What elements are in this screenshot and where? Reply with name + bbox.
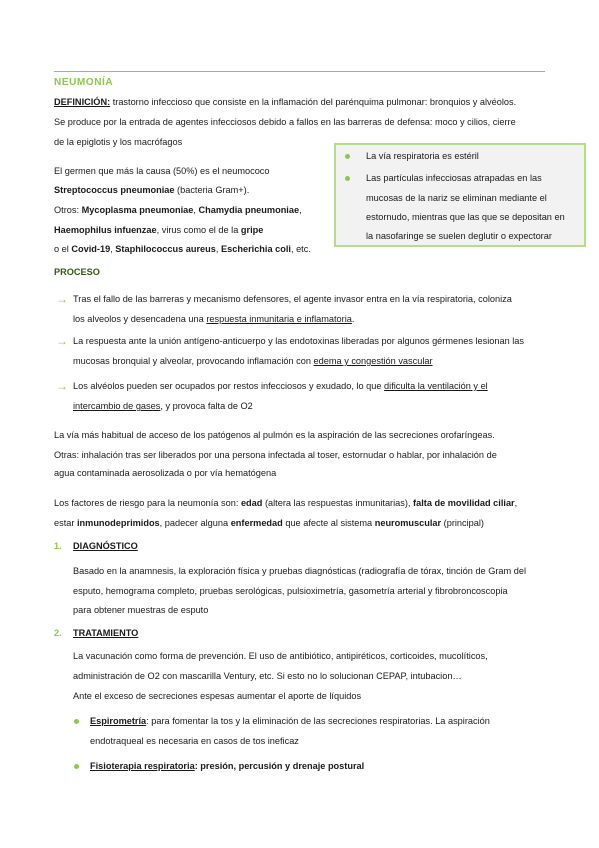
riesgo-factor: inmunodeprimidos (76, 518, 160, 528)
riesgo-factor: edad (240, 498, 263, 508)
proceso-text: los alveolos y desencadena una (73, 314, 207, 324)
definition-line-2: Se produce por la entrada de agentes infecciosos debido a fallos en las barreras de defensa: moco y cilios, cierre (54, 117, 516, 127)
trat-bullet-text: : para fomentar la tos y la eliminación de las secreciones respiratorias. La aspiración (146, 716, 490, 726)
proceso-underlined: respuesta inmunitaria e inflamatoria (206, 314, 352, 324)
via-line-1: La vía más habitual de acceso de los patógenos al pulmón es la aspiración de las secreciones orofaríngeas. (54, 430, 495, 440)
germen-name: Streptococcus pneumoniae (54, 185, 175, 195)
riesgo-factor: enfermedad (230, 518, 283, 528)
riesgo-line-1 (54, 497, 517, 509)
trat-bullet-label: Fisioterapia respiratoria (90, 761, 195, 771)
germen-line-5 (54, 243, 311, 255)
proceso-underlined: edema y congestión vascular (313, 356, 433, 366)
germen-line-4 (54, 224, 263, 236)
callout-item-2-line-1: Las partículas infecciosas atrapadas en las (366, 173, 542, 183)
via-line-2: Otras: inhalación tras ser liberados por una persona infectada al toser, estornudar o hablar, por inhalación de (54, 450, 497, 460)
trat-bullet-2 (90, 760, 364, 772)
germen-name: Mycoplasma pneumoniae (81, 205, 194, 215)
trat-bullet-text: : presión, percusión y drenaje postural (194, 761, 365, 771)
callout-item-2-line-4: la nasofaringe se suelen deglutir o expectorar (366, 231, 552, 241)
riesgo-text: , padecer alguna (159, 518, 231, 528)
riesgo-text: , (514, 498, 518, 508)
section-number-2: 2. (54, 628, 62, 638)
germen-name: Staphilococcus aureus (115, 244, 216, 254)
arrow-right-icon: → (56, 292, 68, 306)
germen-name: Covid-19 (71, 244, 111, 254)
via-line-3: agua contaminada aerosolizada o por vía hematógena (54, 468, 277, 478)
arrow-right-icon: → (56, 334, 68, 348)
trat-bullet-label: Espirometría (90, 716, 147, 726)
riesgo-factor: falta de movilidad ciliar (413, 498, 515, 508)
germen-text: , virus como el de la (156, 225, 241, 235)
germen-line-3 (54, 204, 302, 216)
trat-line-1: La vacunación como forma de prevención. El uso de antibiótico, antipiréticos, corticoides, mucolíticos, (73, 651, 488, 661)
definition-label: DEFINICIÓN: (54, 97, 111, 107)
riesgo-text: Los factores de riesgo para la neumonía son: (54, 498, 241, 508)
germen-line-2 (54, 184, 249, 196)
definition-text: trastorno infeccioso que consiste en la inflamación del parénquima pulmonar: bronquios y alvéolos. (110, 97, 517, 107)
germen-text: o el (54, 244, 72, 254)
riesgo-factor: neuromuscular (374, 518, 442, 528)
proceso-text: . (351, 314, 355, 324)
germen-text: , (193, 205, 199, 215)
germen-name: Escherichia coli (221, 244, 291, 254)
riesgo-line-2 (54, 517, 484, 529)
bullet-icon (74, 764, 79, 769)
proceso-item-1-line-2 (73, 313, 354, 325)
riesgo-text: (altera las respuestas inmunitarias), (262, 498, 414, 508)
trat-bullet-1-line-1 (90, 715, 490, 727)
germen-name: gripe (240, 225, 264, 235)
proceso-text: mucosas bronquial y alveolar, provocando inflamación con (73, 356, 314, 366)
callout-item-2-line-2: mucosas de la nariz se eliminan mediante el (366, 193, 547, 203)
proceso-item-3-line-1 (73, 380, 488, 392)
germen-text: , (110, 244, 116, 254)
proceso-underlined: intercambio de gases (73, 401, 161, 411)
diag-line-3: para obtener muestras de esputo (73, 605, 209, 615)
callout-item-2-line-3: estornudo, mientras que las que se depositan en (366, 212, 565, 222)
proceso-text: , y provoca falta de O2 (160, 401, 253, 411)
riesgo-text: estar (54, 518, 77, 528)
proceso-item-2-line-1: La respuesta ante la unión antígeno-anticuerpo y las endotoxinas liberadas por algunos gérmenes lesionan las (73, 336, 524, 346)
bullet-icon (74, 719, 79, 724)
section-title-text: DIAGNÓSTICO (73, 541, 138, 551)
trat-bullet-1-line-2: endotraqueal es necesaria en casos de tos ineficaz (90, 736, 299, 746)
germen-text: , etc. (290, 244, 311, 254)
germen-text: Otros: (54, 205, 82, 215)
diag-line-2: esputo, hemograma completo, pruebas serológicas, pulsioximetría, gasometría arterial y fibrobroncoscopia (73, 586, 508, 596)
section-title-text: TRATAMIENTO (73, 628, 139, 638)
definition-line-1 (54, 96, 516, 108)
section-title-diagnostico (73, 540, 138, 552)
callout-box (334, 143, 586, 247)
arrow-right-icon: → (56, 379, 68, 393)
section-title-tratamiento (73, 627, 138, 639)
heading-rule (54, 71, 545, 72)
bullet-icon (345, 154, 350, 159)
germen-line-1: El germen que más la causa (50%) es el neumococo (54, 166, 270, 176)
proceso-underlined: dificulta la ventilación y el (384, 381, 488, 391)
riesgo-text: que afecte al sistema (282, 518, 375, 528)
germen-text: , (215, 244, 221, 254)
proceso-item-1-line-1: Tras el fallo de las barreras y mecanismo defensores, el agente invasor entra en la vía respiratoria, coloniza (73, 294, 512, 304)
trat-line-3: Ante el exceso de secreciones espesas aumentar el aporte de líquidos (73, 691, 362, 701)
germen-name: Haemophilus infuenzae (54, 225, 157, 235)
callout-item-1: La vía respiratoria es estéril (366, 151, 479, 161)
proceso-text: Los alvéolos pueden ser ocupados por restos infecciosos y exudado, lo que (73, 381, 385, 391)
proceso-item-2-line-2 (73, 355, 433, 367)
trat-line-2: administración de O2 con mascarilla Ventury, etc. Si esto no lo solucionan CEPAP, intubacion… (73, 671, 462, 681)
section-title-proceso: PROCESO (54, 267, 100, 277)
bullet-icon (345, 176, 350, 181)
riesgo-text: (principal) (441, 518, 484, 528)
page-title: NEUMONÍA (54, 77, 114, 88)
section-number-1: 1. (54, 541, 62, 551)
proceso-item-3-line-2 (73, 400, 253, 412)
germen-text: , (299, 205, 302, 215)
germen-note: (bacteria Gram+). (174, 185, 250, 195)
diag-line-1: Basado en la anamnesis, la exploración física y pruebas diagnósticas (radiografía de tórax, tinción de Gram del (73, 566, 526, 576)
germen-name: Chamydia pneumoniae (198, 205, 300, 215)
definition-line-3: de la epiglotis y los macrófagos (54, 137, 183, 147)
